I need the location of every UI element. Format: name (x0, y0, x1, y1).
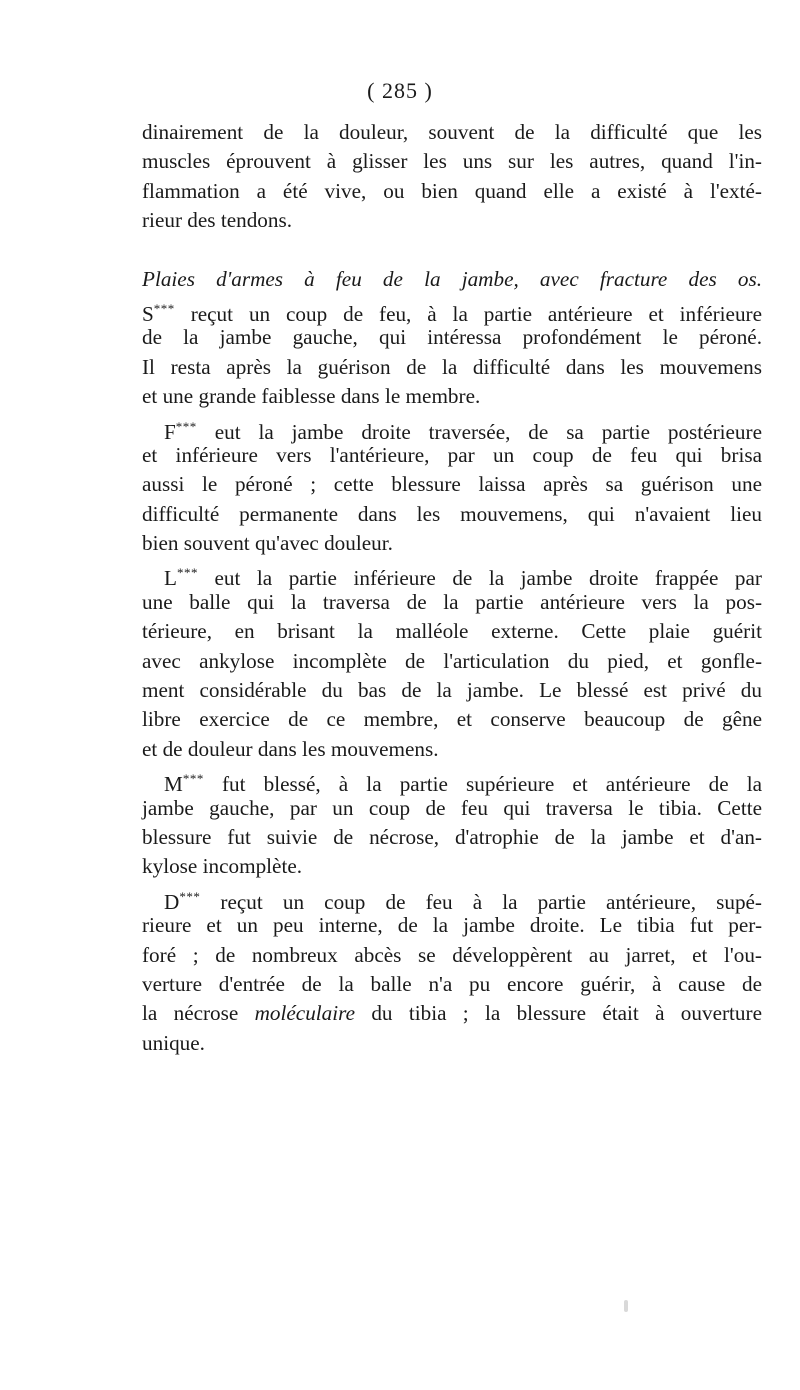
body-text (142, 118, 762, 1058)
case-stars: *** (179, 888, 201, 904)
case-stars: *** (175, 418, 197, 434)
text-line: et inférieure vers l'antérieure, par un coup de feu qui brisa (142, 442, 762, 467)
paragraph-continuation (142, 118, 762, 236)
text-line: verture d'entrée de la balle n'a pu encore guérir, à cause de (142, 971, 762, 996)
text-line: térieure, en brisant la malléole externe. Cette plaie guérit (142, 619, 762, 644)
text-line (142, 294, 762, 326)
section-heading: Plaies d'armes à feu de la jambe, avec fracture des os. (142, 266, 762, 291)
paragraph-gap (142, 236, 762, 265)
text-line: ment considérable du bas de la jambe. Le blessé est privé du (142, 678, 762, 703)
text-line: dinairement de la douleur, souvent de la difficulté que les (142, 120, 762, 144)
text-line: libre exercice de ce membre, et conserve beaucoup de gêne (142, 707, 762, 732)
text-line: une balle qui la traversa de la partie antérieure vers la pos- (142, 589, 762, 614)
text-line (142, 882, 762, 914)
text-line: flammation a été vive, ou bien quand elle a existé à l'exté- (142, 178, 762, 203)
case-initial: F (164, 419, 176, 444)
case-stars: *** (153, 300, 175, 316)
text-run: la nécrose (142, 1001, 255, 1026)
case-paragraph-l (142, 558, 762, 764)
text-line: foré ; de nombreux abcès se développèrent au jarret, et l'ou- (142, 942, 762, 967)
text-line: Il resta après la guérison de la difficulté dans les mouvemens (142, 354, 762, 379)
text-run: fut blessé, à la partie supérieure et antérieure de la (203, 772, 762, 797)
text-line: rieur des tendons. (142, 208, 293, 233)
text-line: bien souvent qu'avec douleur. (142, 531, 393, 556)
text-line: kylose incomplète. (142, 854, 303, 879)
text-line: rieure et un peu interne, de la jambe droite. Le tibia fut per- (142, 913, 762, 938)
text-run: eut la jambe droite traversée, de sa partie postérieure (196, 419, 762, 444)
text-run: du tibia ; la blessure était à ouverture (355, 1001, 762, 1026)
text-line: et de douleur dans les mouvemens. (142, 736, 439, 761)
text-line: avec ankylose incomplète de l'articulation du pied, et gonfle- (142, 648, 762, 673)
text-line: aussi le péroné ; cette blessure laissa après sa guérison une (142, 472, 762, 497)
case-initial: S (142, 301, 154, 326)
text-line: blessure fut suivie de nécrose, d'atrophie de la jambe et d'an- (142, 824, 762, 849)
text-line: unique. (142, 1030, 205, 1055)
text-line (142, 999, 762, 1028)
text-line: jambe gauche, par un coup de feu qui traversa le tibia. Cette (142, 795, 762, 820)
text-line: difficulté permanente dans les mouvemens, qui n'avaient lieu (142, 501, 762, 526)
text-run: reçut un coup de feu, à la partie antérieure et inférieure (174, 301, 762, 326)
case-initial: M (164, 772, 183, 797)
text-run: reçut un coup de feu à la partie antérieure, supé- (200, 889, 762, 914)
case-initial: L (164, 566, 177, 591)
text-line (142, 558, 762, 591)
text-line (142, 412, 762, 444)
italic-term: moléculaire (254, 1001, 356, 1026)
text-line: de la jambe gauche, qui intéressa profondément le péroné. (142, 325, 762, 350)
page-number: ( 285 ) (367, 78, 433, 103)
case-stars: *** (176, 565, 198, 581)
case-paragraph-m (142, 764, 762, 882)
case-paragraph-d (142, 882, 762, 1058)
case-paragraph-f (142, 412, 762, 559)
case-paragraph-s (142, 294, 762, 412)
text-line: et une grande faiblesse dans le membre. (142, 384, 481, 409)
text-line (142, 764, 762, 797)
paper-speck (624, 1300, 628, 1312)
text-run: eut la partie inférieure de la jambe droite frappée par (197, 566, 762, 591)
case-initial: D (164, 889, 180, 914)
text-line: muscles éprouvent à glisser les uns sur les autres, quand l'in- (142, 149, 762, 174)
case-stars: *** (182, 771, 204, 787)
